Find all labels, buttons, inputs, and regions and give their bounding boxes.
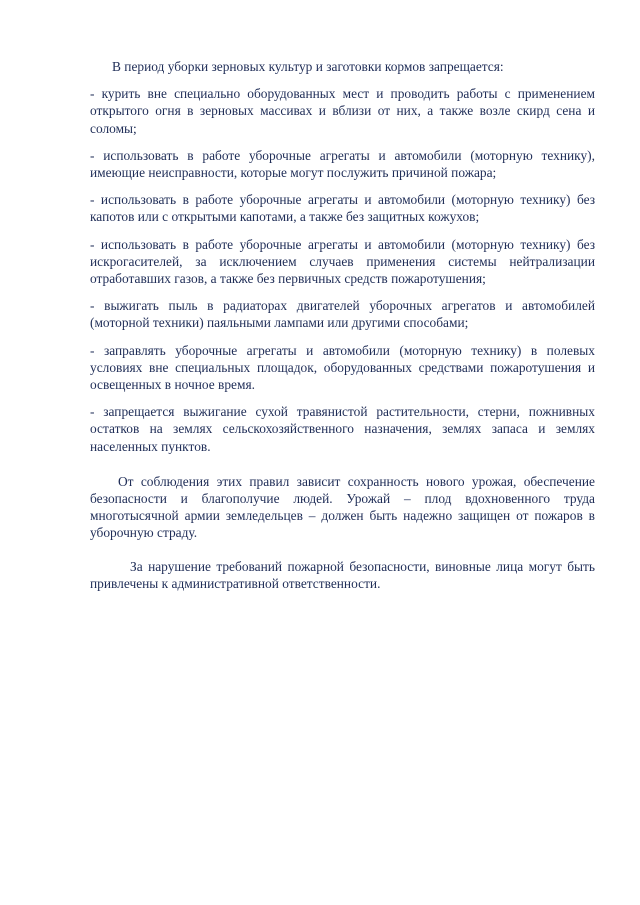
prohibition-item-2: - использовать в работе уборочные агрегаты и автомобили (моторную технику), имеющие неисправности, которые могут послужить причиной пожара; <box>90 147 595 181</box>
prohibition-item-1: - курить вне специально оборудованных мест и проводить работы с применением открытого огня в зерновых массивах и вблизи от них, а также возле скирд сена и соломы; <box>90 86 595 136</box>
paragraph-harvest-safety: От соблюдения этих правил зависит сохранность нового урожая, обеспечение безопасности и благополучие людей. Урожай – плод вдохновенного труда многотысячной армии земледельцев – должен быть надежно защищен от пожаров в уборочную страду. <box>90 473 595 541</box>
document-page <box>90 58 595 592</box>
prohibition-item-3: - использовать в работе уборочные агрегаты и автомобили (моторную технику) без капотов или с открытыми капотами, а также без защитных кожухов; <box>90 192 595 225</box>
prohibition-item-4: - использовать в работе уборочные агрегаты и автомобили (моторную технику) без искрогасителей, за исключением случаев применения системы нейтрализации отработавших газов, а также без первичных средств пожаротушения; <box>90 236 595 287</box>
prohibition-item-7: - запрещается выжигание сухой травянистой растительности, стерни, пожнивных остатков на землях сельскохозяйственного назначения, землях запаса и землях населенных пунктов. <box>90 404 595 454</box>
prohibition-item-6: - заправлять уборочные агрегаты и автомобили (моторную технику) в полевых условиях вне специальных площадок, оборудованных средствами пожаротушения и освещенных в ночное время. <box>90 342 595 393</box>
intro-line: В период уборки зерновых культур и заготовки кормов запрещается: <box>112 59 504 74</box>
paragraph-liability: За нарушение требований пожарной безопасности, виновные лица могут быть привлечены к административной ответственности. <box>90 558 595 591</box>
prohibition-item-5: - выжигать пыль в радиаторах двигателей уборочных агрегатов и автомобилей (моторной техники) паяльными лампами или другими способами; <box>90 298 595 331</box>
